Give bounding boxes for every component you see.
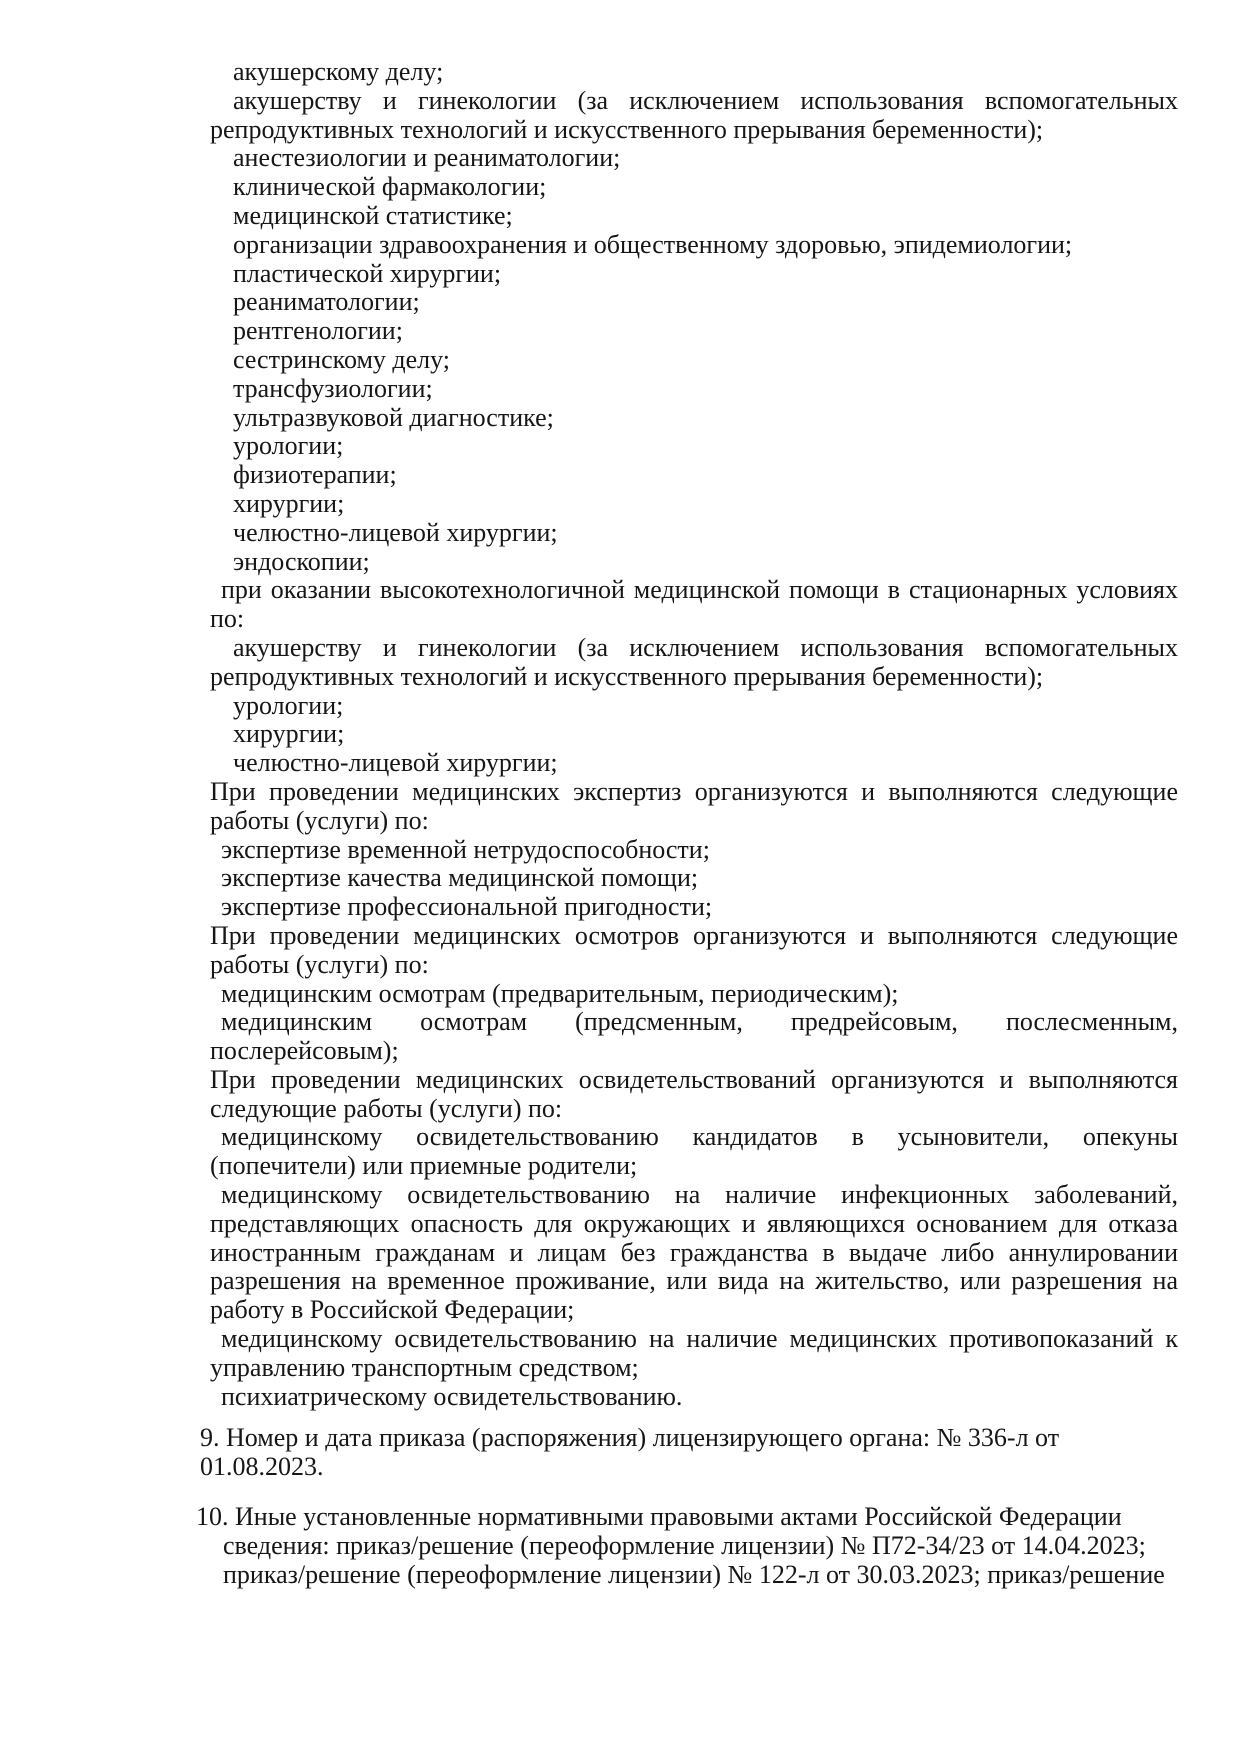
text-line: экспертизе профессиональной пригодности; [221,892,713,922]
text-line: экспертизе качества медицинской помощи; [221,863,699,893]
clause-10-line: сведения: приказ/решение (переоформление лицензии) № П72-34/23 от 14.04.2023; [223,1530,1146,1560]
text-line: медицинским осмотрам (предсменным, предрейсовым, послесменным, [221,1007,1178,1037]
license-works-services-text [196,57,1178,1589]
text-line: рентгенологии; [233,316,403,346]
text-line: медицинской статистике; [233,200,513,230]
text-line: по: [210,604,245,634]
text-line: разрешения на временное проживание, или вида на жительство, или разрешения на [210,1266,1178,1296]
text-line: экспертизе временной нетрудоспособности; [221,834,710,864]
clause-9-line: 9. Номер и дата приказа (распоряжения) лицензирующего органа: № 336-л от 01.08.2023. [200,1423,1060,1482]
text-line: эндоскопии; [233,546,370,576]
text-line: при оказании высокотехнологичной медицинской помощи в стационарных условиях [221,575,1178,605]
text-line: акушерству и гинекологии (за исключением использования вспомогательных [233,632,1178,662]
text-line: следующие работы (услуги) по: [210,1093,563,1123]
text-line: ультразвуковой диагностике; [233,402,554,432]
text-line: работы (услуги) по: [210,805,429,835]
clause-10-line: 10. Иные установленные нормативными правовыми актами Российской Федерации [196,1502,1122,1532]
text-line: физиотерапии; [233,460,397,490]
text-line: челюстно-лицевой хирургии; [233,517,558,547]
text-line: послерейсовым); [210,1036,399,1066]
text-line: психиатрическому освидетельствованию. [221,1381,683,1411]
text-line: медицинскому освидетельствованию кандидатов в усыновители, опекуны [221,1122,1178,1152]
text-line: урологии; [233,690,344,720]
text-line: При проведении медицинских экспертиз организуются и выполняются следующие [210,776,1178,806]
text-line: урологии; [233,431,344,461]
text-line: хирургии; [233,488,345,518]
text-line: При проведении медицинских осмотров организуются и выполняются следующие [210,920,1178,950]
text-line: хирургии; [233,719,345,749]
text-line: реаниматологии; [233,287,420,317]
text-line: челюстно-лицевой хирургии; [233,748,558,778]
text-line: работы (услуги) по: [210,949,429,979]
clause-10-line: приказ/решение (переоформление лицензии) № 122-л от 30.03.2023; приказ/решение [223,1559,1165,1589]
text-line: акушерству и гинекологии (за исключением использования вспомогательных [233,85,1178,115]
text-line: (попечители) или приемные родители; [210,1151,638,1181]
text-line: анестезиологии и реаниматологии; [233,143,621,173]
text-line: представляющих опасность для окружающих и являющихся основанием для отказа [210,1208,1178,1238]
text-line: акушерскому делу; [233,57,444,86]
text-line: клинической фармакологии; [233,172,547,202]
text-line: иностранным гражданам и лицам без гражданства в выдаче либо аннулировании [210,1237,1178,1267]
text-line: работу в Российской Федерации; [210,1295,575,1325]
text-line: медицинскому освидетельствованию на наличие инфекционных заболеваний, [221,1180,1178,1210]
text-line: медицинскому освидетельствованию на наличие медицинских противопоказаний к [221,1324,1178,1354]
text-line: сестринскому делу; [233,344,451,374]
text-line: медицинским осмотрам (предварительным, периодическим); [221,978,899,1008]
text-line: репродуктивных технологий и искусственного прерывания беременности); [210,114,1044,144]
text-line: пластической хирургии; [233,258,502,288]
text-line: репродуктивных технологий и искусственного прерывания беременности); [210,661,1044,691]
text-line: При проведении медицинских освидетельствований организуются и выполняются [210,1064,1178,1094]
text-line: трансфузиологии; [233,373,433,403]
text-line: управлению транспортным средством; [210,1352,639,1382]
text-line: организации здравоохранения и общественному здоровью, эпидемиологии; [233,229,1073,259]
